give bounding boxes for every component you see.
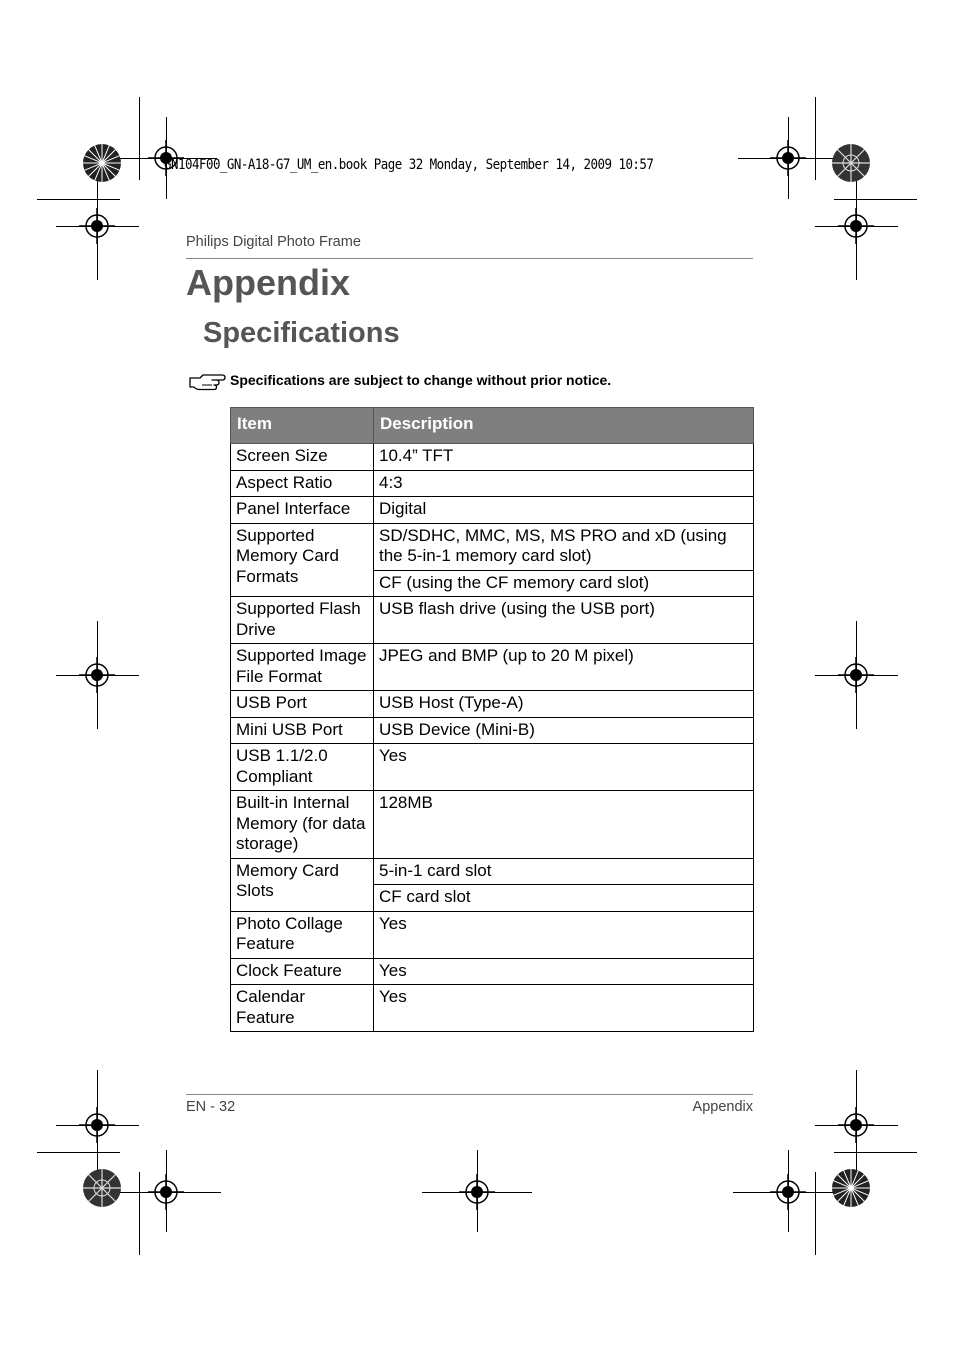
spec-item: Memory Card Slots [231,858,374,911]
column-header-item: Item [231,408,374,444]
spec-description: CF card slot [374,885,754,912]
running-head: Philips Digital Photo Frame [186,234,361,250]
spec-item: USB Port [231,691,374,718]
spec-item: Clock Feature [231,958,374,985]
spec-item: Calendar Feature [231,985,374,1032]
spec-item: Supported Image File Format [231,644,374,691]
color-rosette-icon [831,143,871,183]
spec-item: Photo Collage Feature [231,911,374,958]
spec-item: Aspect Ratio [231,470,374,497]
table-row [231,744,754,791]
spec-description: Yes [374,958,754,985]
table-header-row [231,408,754,444]
spec-description: JPEG and BMP (up to 20 M pixel) [374,644,754,691]
spec-description: Yes [374,911,754,958]
spec-description: Yes [374,744,754,791]
page-number: EN - 32 [186,1099,236,1115]
spec-description: CF (using the CF memory card slot) [374,570,754,597]
spec-description: 10.4” TFT [374,444,754,471]
color-rosette-icon [831,1168,871,1208]
spec-item: Supported Memory Card Formats [231,523,374,597]
spec-notice: Specifications are subject to change without prior notice. [230,372,612,388]
spec-item: Supported Flash Drive [231,597,374,644]
spec-description: 128MB [374,791,754,859]
spec-description: 5-in-1 card slot [374,858,754,885]
spec-description: USB Host (Type-A) [374,691,754,718]
registration-crosshair-icon [79,208,115,244]
table-row [231,444,754,471]
registration-crosshair-icon [838,657,874,693]
spec-description: Digital [374,497,754,524]
registration-crosshair-icon [148,1174,184,1210]
spec-description: Yes [374,985,754,1032]
spec-item: Panel Interface [231,497,374,524]
registration-crosshair-icon [79,657,115,693]
color-rosette-icon [82,1168,122,1208]
spec-item: Mini USB Port [231,717,374,744]
spec-item: Built-in Internal Memory (for data storage) [231,791,374,859]
table-row [231,985,754,1032]
table-row [231,858,754,885]
spec-item: Screen Size [231,444,374,471]
table-row [231,691,754,718]
footer-rule [186,1094,753,1095]
table-row [231,523,754,570]
print-slug-line: GN104F00_GN-A18-G7_UM_en.book Page 32 Monday, September 14, 2009 10:57 [164,157,654,173]
column-header-description: Description [374,408,754,444]
registration-crosshair-icon [79,1107,115,1143]
footer-section-name: Appendix [692,1099,753,1115]
spec-description: USB Device (Mini-B) [374,717,754,744]
registration-crosshair-icon [770,1174,806,1210]
table-row [231,791,754,859]
spec-description: SD/SDHC, MMC, MS, MS PRO and xD (using the 5-in-1 memory card slot) [374,523,754,570]
page-title: Appendix [186,262,351,303]
specifications-table [230,407,754,1032]
table-row [231,497,754,524]
header-rule [186,258,753,259]
table-row [231,597,754,644]
table-row [231,470,754,497]
spec-description: USB flash drive (using the USB port) [374,597,754,644]
spec-item: USB 1.1/2.0 Compliant [231,744,374,791]
registration-crosshair-icon [838,208,874,244]
table-row [231,911,754,958]
pointing-hand-icon [188,370,226,392]
section-title: Specifications [203,317,400,349]
spec-description: 4:3 [374,470,754,497]
table-row [231,958,754,985]
color-rosette-icon [82,143,122,183]
registration-crosshair-icon [459,1174,495,1210]
registration-crosshair-icon [770,140,806,176]
table-row [231,644,754,691]
table-row [231,717,754,744]
registration-crosshair-icon [838,1107,874,1143]
